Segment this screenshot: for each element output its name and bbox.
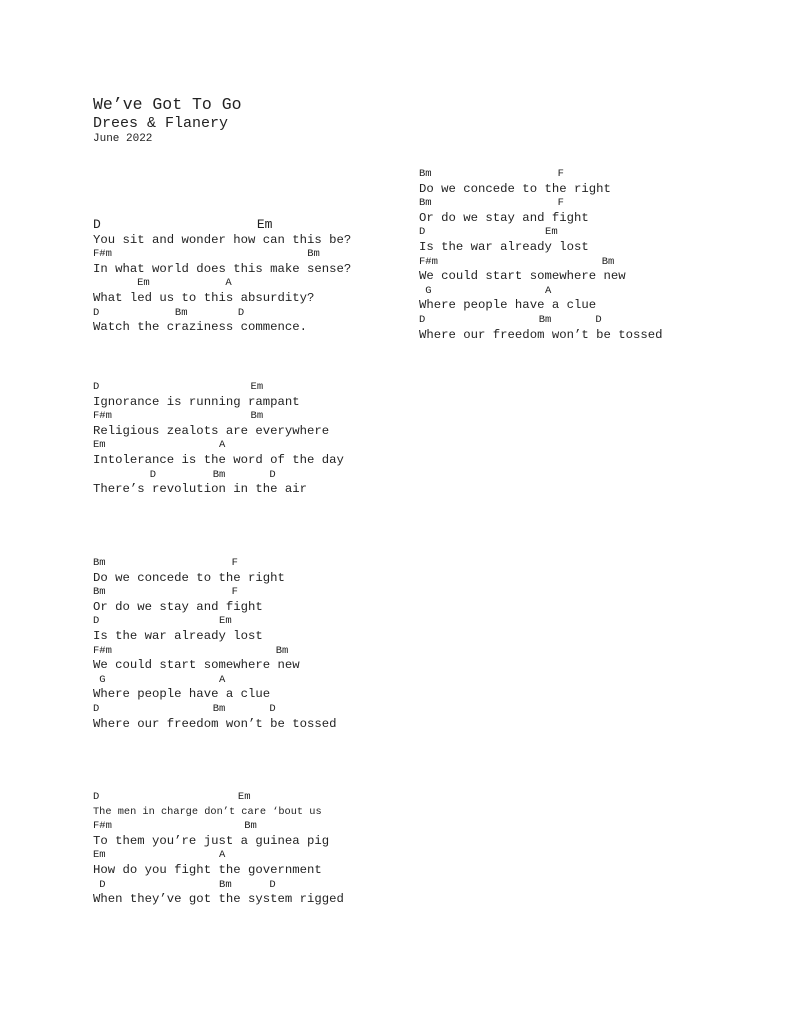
- chord-line: G A: [93, 673, 226, 686]
- chord-line: D Bm D: [93, 306, 245, 319]
- chord-line: D Em: [93, 217, 273, 232]
- song-date: June 2022: [93, 133, 153, 145]
- chord-line: D Bm D: [419, 313, 602, 326]
- lyric-line: Or do we stay and fight: [93, 599, 263, 614]
- chord-line: Bm F: [419, 168, 564, 180]
- chord-line: D Em: [93, 381, 264, 393]
- chord-line: Em A: [93, 849, 226, 862]
- lyric-line: Where people have a clue: [93, 687, 271, 702]
- song-authors: Drees & Flanery: [93, 115, 229, 132]
- lyric-line: Is the war already lost: [93, 628, 263, 643]
- chord-line: Bm F: [419, 197, 564, 210]
- chord-line: D Bm D: [93, 702, 276, 715]
- chord-line: Bm F: [93, 557, 238, 569]
- lyric-line: How do you fight the government: [93, 862, 322, 877]
- lyric-line: To them you’re just a guinea pig: [93, 833, 330, 848]
- lyric-line: We could start somewhere new: [93, 658, 300, 673]
- lyric-line: Religious zealots are everywhere: [93, 423, 330, 438]
- chorus-1: [93, 556, 337, 731]
- chord-line: F#m Bm: [419, 255, 615, 268]
- verse-2: [93, 380, 344, 497]
- lyric-line: Where our freedom won’t be tossed: [419, 327, 663, 342]
- lyric-line: Where people have a clue: [419, 298, 597, 313]
- chord-line: D Em: [419, 226, 558, 239]
- lyric-line: Watch the craziness commence.: [93, 320, 308, 335]
- lyric-line: What led us to this absurdity?: [93, 290, 315, 305]
- chord-line: D Bm D: [93, 878, 276, 891]
- chord-line: D Em: [93, 791, 251, 803]
- chord-line: F#m Bm: [93, 820, 257, 833]
- lyric-line: Where our freedom won’t be tossed: [93, 716, 337, 731]
- lyric-line: We could start somewhere new: [419, 269, 626, 284]
- chord-line: F#m Bm: [93, 410, 264, 423]
- chord-line: D Em: [93, 615, 232, 628]
- song-title: We’ve Got To Go: [93, 95, 242, 114]
- lyric-line: Is the war already lost: [419, 239, 589, 254]
- chord-line: G A: [419, 284, 552, 297]
- lyric-line: There’s revolution in the air: [93, 482, 308, 497]
- chord-line: Bm F: [93, 586, 238, 599]
- lyric-line: In what world does this make sense?: [93, 261, 352, 276]
- lyric-line: Do we concede to the right: [93, 570, 285, 585]
- chord-line: D Bm D: [93, 468, 276, 481]
- lyric-line: When they’ve got the system rigged: [93, 892, 344, 907]
- verse-1: [93, 218, 351, 335]
- chorus-2: [419, 167, 663, 342]
- lyric-line: Or do we stay and fight: [419, 210, 589, 225]
- lyric-line: Do we concede to the right: [419, 181, 611, 196]
- verse-3: [93, 790, 344, 907]
- chord-line: F#m Bm: [93, 248, 320, 261]
- lyric-line: You sit and wonder how can this be?: [93, 232, 352, 247]
- lyric-line: Ignorance is running rampant: [93, 394, 300, 409]
- chord-line: F#m Bm: [93, 644, 289, 657]
- lyric-line: The men in charge don’t care ‘bout us: [93, 805, 322, 818]
- chord-line: Em A: [93, 439, 226, 452]
- lyric-line: Intolerance is the word of the day: [93, 452, 344, 467]
- chord-line: Em A: [93, 277, 232, 290]
